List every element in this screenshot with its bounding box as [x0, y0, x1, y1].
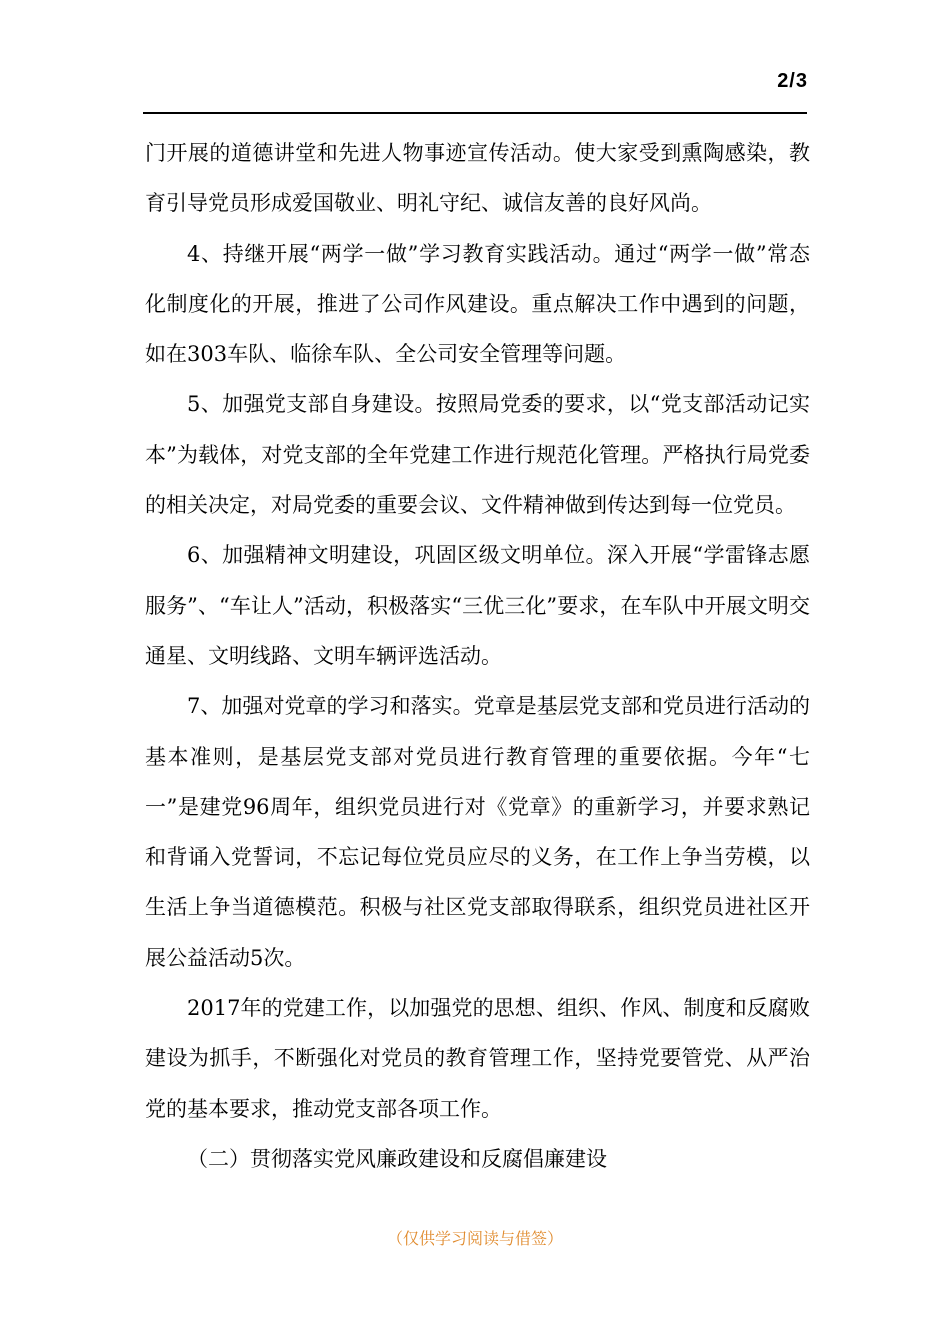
header-divider [143, 112, 807, 114]
paragraph-continuation: 门开展的道德讲堂和先进人物事迹宣传活动。使大家受到熏陶感染，教育引导党员形成爱国敬业、明礼守纪、诚信友善的良好风尚。 [145, 141, 810, 216]
document-body [145, 128, 810, 1184]
section-heading: （二）贯彻落实党风廉政建设和反腐倡廉建设 [187, 1146, 607, 1171]
paragraph-summary-2017: 2017年的党建工作，以加强党的思想、组织、作风、制度和反腐败建设为抓手，不断强化对党员的教育管理工作，坚持党要管党、从严治党的基本要求，推动党支部各项工作。 [145, 996, 810, 1121]
paragraph-item-4: 4、持继开展“两学一做”学习教育实践活动。通过“两学一做”常态化制度化的开展，推进了公司作风建设。重点解决工作中遇到的问题，如在303车队、临徐车队、全公司安全管理等问题。 [145, 241, 810, 367]
paragraph-item-7: 7、加强对党章的学习和落实。党章是基层党支部和党员进行活动的基本准则，是基层党支部对党员进行教育管理的重要依据。今年“七一”是建党96周年，组织党员进行对《党章》的重新学习，并要求熟记和背诵入党誓词，不忘记每位党员应尽的义务，在工作上争当劳模，以生活上争当道德模范。积极与社区党支部取得联系，组织党员进社区开展公益活动5次。 [145, 694, 810, 970]
page-number: 2/3 [777, 70, 808, 92]
paragraph-item-5: 5、加强党支部自身建设。按照局党委的要求，以“党支部活动记实本”为载体，对党支部的全年党建工作进行规范化管理。严格执行局党委的相关决定，对局党委的重要会议、文件精神做到传达到每一位党员。 [145, 392, 810, 518]
paragraph-item-6: 6、加强精神文明建设，巩固区级文明单位。深入开展“学雷锋志愿服务”、“车让人”活动，积极落实“三优三化”要求，在车队中开展文明交通星、文明线路、文明车辆评选活动。 [145, 543, 810, 668]
footer-note: （仅供学习阅读与借签） [386, 1229, 563, 1248]
